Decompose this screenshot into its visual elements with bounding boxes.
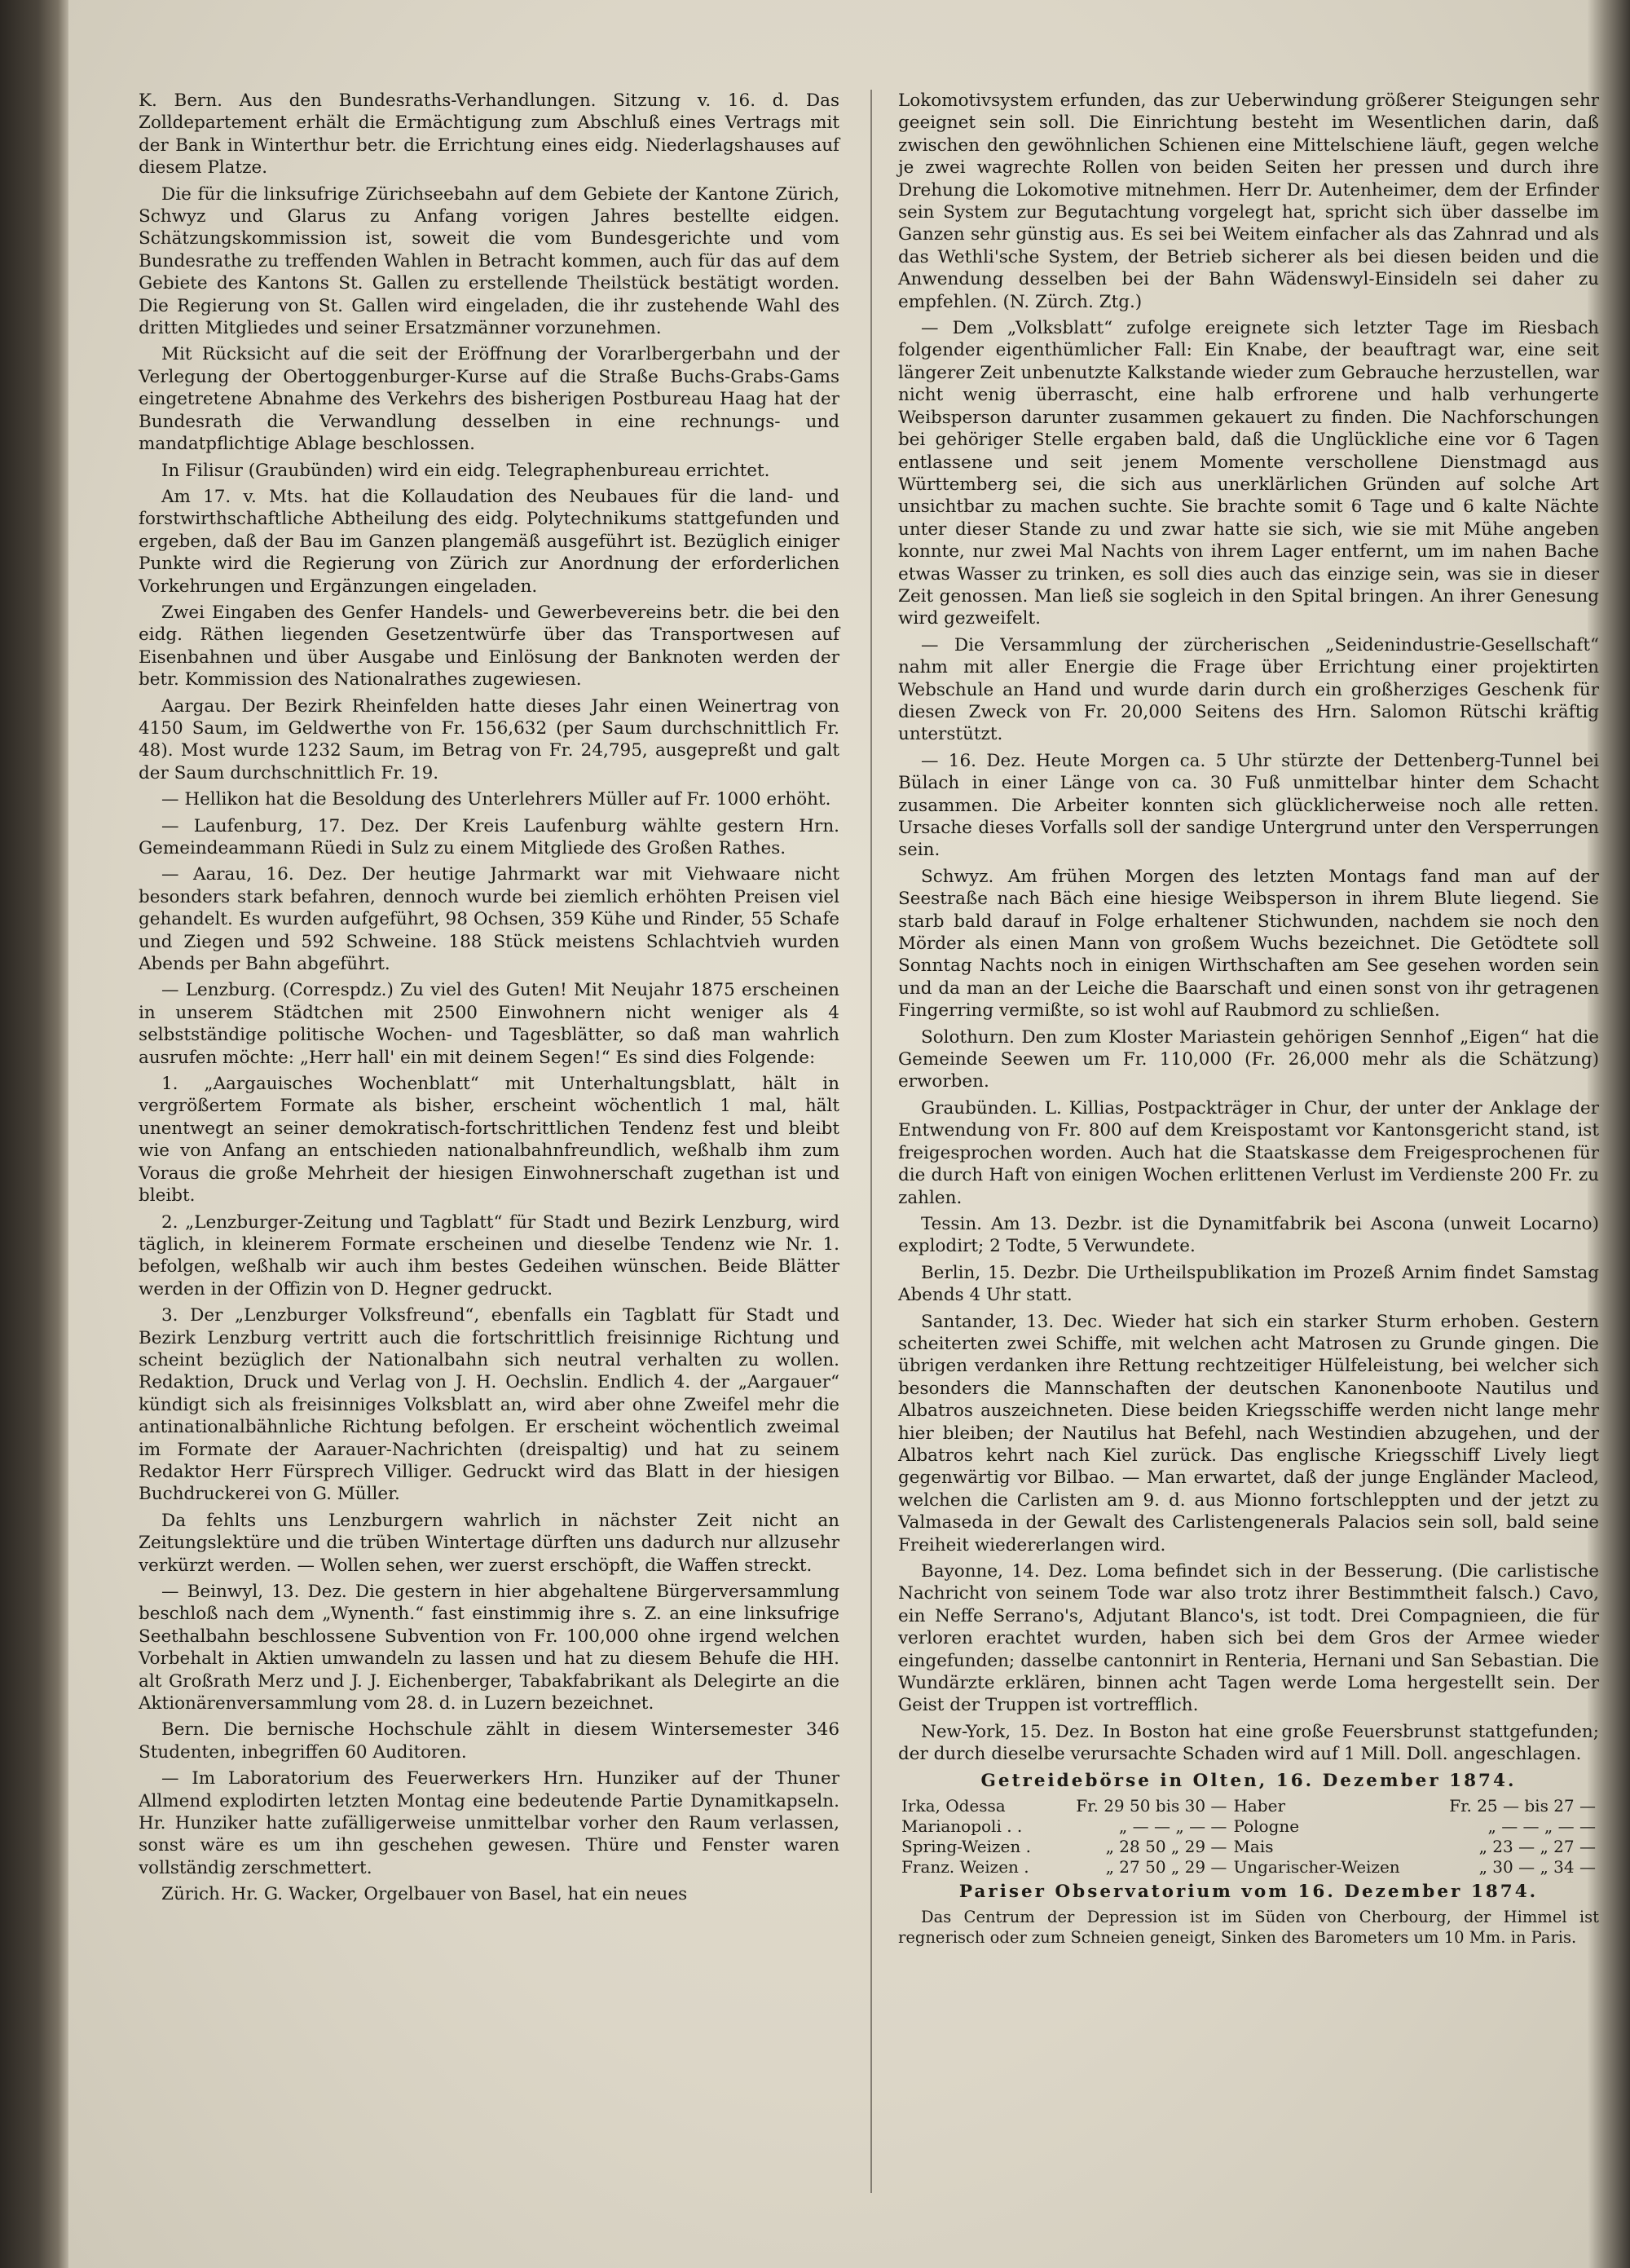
article-solothurn: Solothurn. Den zum Kloster Mariastein gehörigen Sennhof „Eigen“ hat die Gemeinde Seewen um Fr. 110,000 (Fr. 26,000 mehr als die Schätzung) erworben. [898, 1026, 1599, 1092]
article-paragraph: 1. „Aargauisches Wochenblatt“ mit Unterhaltungsblatt, hält in vergrößertem Formate als bisher, erscheint wöchentlich 1 mal, hält unentwegt an seiner demokratisch-fortschrittlichen Tendenz fest und bleibt wie von Anfang an entschieden nationalbahnfreundlich, weßhalb ihm zum Voraus die große Mehrheit der hiesigen Einwohnerschaft zugethan ist und bleibt. [139, 1074, 839, 1207]
article-laufenburg: — Laufenburg, 17. Dez. Der Kreis Laufenburg wählte gestern Hrn. Gemeindeammann Rüedi in Sulz zu einem Mitgliede des Großen Rathes. [139, 815, 839, 858]
article-paragraph: 3. Der „Lenzburger Volksfreund“, ebenfalls ein Tagblatt für Stadt und Bezirk Lenzburg vertritt auch die fortschrittlich freisinnige Richtung und scheint bezüglich der Nationalbahn sich neutral verhalten zu wollen. Redaktion, Druck und Verlag von J. H. Oechslin. Endlich 4. der „Aargauer“ kündigt sich als freisinniges Volksblatt an, wird aber ohne Zweifel mehr die antinationalbähnliche Richtung befolgen. Er erscheint wöchentlich zweimal im Formate der Aarauer-Nachrichten (dreispaltig) und hat zu seinem Redaktor Herr Fürsprech Villiger. Gedruckt wird das Blatt in der hiesigen Buchdruckerei von G. Müller. [139, 1305, 839, 1505]
observatory-report: Das Centrum der Depression ist im Süden von Cherbourg, der Himmel ist regnerisch oder zum Schneien geneigt, Sinken des Barometers um 10 Mm. in Paris. [898, 1908, 1599, 1948]
market-cell: „ 28 50 „ 29 — [1105, 1837, 1227, 1857]
article-berlin: Berlin, 15. Dezbr. Die Urtheilspublikation im Prozeß Arnim findet Samstag Abends 4 Uhr statt. [898, 1262, 1599, 1306]
grain-market-table [898, 1796, 1599, 1877]
article-paragraph: Zwei Eingaben des Genfer Handels- und Gewerbevereins betr. die bei den eidg. Räthen liegenden Gesetzentwürfe über das Transportwesen auf Eisenbahnen und über Ausgabe und Einlösung der Banknoten werden der betr. Kommission des Nationalrathes zugewiesen. [139, 602, 839, 691]
market-cell: Fr. 29 50 bis 30 — [1076, 1796, 1227, 1816]
column-divider [870, 90, 872, 2193]
market-row [898, 1857, 1599, 1877]
article-bern-hochschule: Bern. Die bernische Hochschule zählt in diesem Wintersemester 346 Studenten, inbegriffen 60 Auditoren. [139, 1719, 839, 1763]
article-aargau: Aargau. Der Bezirk Rheinfelden hatte dieses Jahr einen Weinertrag von 4150 Saum, im Geldwerthe von Fr. 156,632 (per Saum durchschnittlich Fr. 48). Most wurde 1232 Saum, im Betrag von Fr. 24,795, ausgepreßt und galt der Saum durchschnittlich Fr. 19. [139, 695, 839, 783]
market-cell: „ 23 — „ 27 — [1478, 1837, 1596, 1857]
article-paragraph: 2. „Lenzburger-Zeitung und Tagblatt“ für Stadt und Bezirk Lenzburg, wird täglich, in kleinerem Formate erscheinen und dieselbe Tendenz wie Nr. 1. befolgen, weßhalb wir auch ihm bestes Gedeihen wünschen. Beide Blätter werden in der Offizin von D. Hegner gedruckt. [139, 1211, 839, 1299]
article-santander: Santander, 13. Dec. Wieder hat sich ein starker Sturm erhoben. Gestern scheiterten zwei Schiffe, mit welchen acht Matrosen zu Grunde gingen. Die übrigen verdanken ihre Rettung rechtzeitiger Hülfeleistung, bei welcher sich besonders die Mannschaften der deutschen Kanonenboote Nautilus und Albatros auszeichneten. Diese beiden Kriegsschiffe werden nicht lange mehr hier bleiben; der Nautilus hat Befehl, nach Westindien abzugehen, und der Albatros kehrt nach Kiel zurück. Das englische Kriegsschiff Lively liegt gegenwärtig vor Bilbao. — Man erwartet, daß der junge Engländer Macleod, welchen die Carlisten am 9. d. aus Mionno fortschleppten und der jetzt zu Valmaseda in der Gewalt des Carlistengenerals Palacios sein soll, bald seine Freiheit wiedererlangen wird. [898, 1311, 1599, 1555]
article-thun-explosion: — Im Laboratorium des Feuerwerkers Hrn. Hunziker auf der Thuner Allmend explodirten letzten Montag eine bedeutende Partie Dynamitkapseln. Hr. Hunziker hatte zufälligerweise unmittelbar vorher den Raum verlassen, sonst wäre es um ihn geschehen gewesen. Thüre und Fenster waren vollständig zerschmettert. [139, 1768, 839, 1878]
market-cell: Mais [1233, 1837, 1274, 1857]
market-cell: Ungarischer-Weizen [1233, 1857, 1400, 1877]
article-aarau: — Aarau, 16. Dez. Der heutige Jahrmarkt war mit Viehwaare nicht besonders stark befahren, dennoch wurde bei ziemlich erhöhten Preisen viel gehandelt. Es wurden aufgeführt, 98 Ochsen, 359 Kühe und Rinder, 55 Schafe und Ziegen und 592 Schweine. 188 Stück meistens Schlachtvieh wurden Abends per Bahn abgeführt. [139, 864, 839, 975]
market-row [898, 1816, 1599, 1837]
market-cell: „ — — „ — — [1118, 1816, 1227, 1837]
article-new-york: New-York, 15. Dez. In Boston hat eine große Feuersbrunst stattgefunden; der durch dieselbe verursachte Schaden wird auf 1 Mill. Doll. angeschlagen. [898, 1721, 1599, 1765]
market-cell: Pologne [1233, 1816, 1300, 1837]
article-continuation: Lokomotivsystem erfunden, das zur Ueberwindung größerer Steigungen sehr geeignet sein soll. Die Einrichtung besteht im Wesentlichen darin, daß zwischen den gewöhnlichen Schienen eine Mittelschiene läuft, gegen welche je zwei wagrechte Rollen von beiden Seiten her pressen und durch ihre Drehung die Lokomotive mitnehmen. Herr Dr. Autenheimer, dem der Erfinder sein System zur Begutachtung vorgelegt hat, spricht sich über dasselbe im Ganzen sehr günstig aus. Es sei bei Weitem einfacher als das Zahnrad und als das Wethli'sche System, der Betrieb sicherer als bei diesen beiden und die Anwendung desselben bei der Bahn Wädenswyl-Einsideln sei daher zu empfehlen. (N. Zürch. Ztg.) [898, 90, 1599, 312]
article-paragraph: In Filisur (Graubünden) wird ein eidg. Telegraphenbureau errichtet. [161, 460, 770, 481]
article-paragraph: Da fehlts uns Lenzburgern wahrlich in nächster Zeit nicht an Zeitungslektüre und die trüben Wintertage dürften uns dadurch nur allzusehr verkürzt werden. — Wollen sehen, wer zuerst erschöpft, die Waffen streckt. [139, 1510, 839, 1576]
market-cell: Spring-Weizen . [901, 1837, 1031, 1857]
article-paragraph: Am 17. v. Mts. hat die Kollaudation des Neubaues für die land- und forstwirthschaftliche Abtheilung des eidg. Polytechnikums stattgefunden und ergeben, daß der Bau im Ganzen plangemäß ausgeführt ist. Bezüglich einiger Punkte wird die Regierung von Zürich zur Anordnung der erforderlichen Vorkehrungen und Ergänzungen eingeladen. [139, 486, 839, 597]
article-paragraph: Mit Rücksicht auf die seit der Eröffnung der Vorarlbergerbahn und der Verlegung der Obertoggenburger-Kurse auf die Straße Buchs-Grabs-Gams eingetretene Abnahme des Verkehrs des bisherigen Postbureau Haag hat der Bundesrath die Verwandlung desselben in eine rechnungs- und mandatpflichtige Ablage beschlossen. [139, 344, 839, 455]
market-cell: Irka, Odessa [901, 1796, 1006, 1816]
market-cell: Marianopoli . . [901, 1816, 1023, 1837]
article-bayonne: Bayonne, 14. Dez. Loma befindet sich in der Besserung. (Die carlistische Nachricht von seinem Tode war also trotz ihrer Bestimmtheit falsch.) Cavo, ein Neffe Serrano's, Adjutant Blanco's, ist todt. Drei Compagnieen, die für verloren erachtet wurden, haben sich bei dem Gros der Armee wieder eingefunden; dasselbe cantonnirt in Renteria, Hernani und San Sebastian. Die Wundärzte erklären, binnen acht Tagen werde Loma hergestellt sein. Der Geist der Truppen ist vortrefflich. [898, 1561, 1599, 1716]
book-binding [0, 0, 68, 2268]
article-schwyz: Schwyz. Am frühen Morgen des letzten Montags fand man auf der Seestraße nach Bäch eine hiesige Weibsperson in ihrem Blute liegend. Sie starb bald darauf in Folge erhaltener Stichwunden, nachdem sie noch den Mörder als einen Mann von großem Wuchs bezeichnet. Die Getödtete soll Sonntag Nachts noch in einigen Wirthschaften am See gesehen worden sein und da man an der Leiche die Baarschaft und einen sonst von ihr getragenen Fingerring vermißte, so ist wohl auf Raubmord zu schließen. [898, 866, 1599, 1021]
market-row [898, 1796, 1599, 1816]
market-cell: „ — — „ — — [1487, 1816, 1596, 1837]
market-title: Getreidebörse in Olten, 16. Dezember 1874. [980, 1770, 1517, 1791]
article-bern-bundesrath: K. Bern. Aus den Bundesraths-Verhandlungen. Sitzung v. 16. d. Das Zolldepartement erhält die Ermächtigung zum Abschluß eines Vertrags mit der Bank in Winterthur betr. die Errichtung eines eidg. Niederlagshauses auf diesem Platze. [139, 90, 839, 179]
article-zuerich: Zürich. Hr. G. Wacker, Orgelbauer von Basel, hat ein neues [161, 1884, 688, 1905]
market-row [898, 1837, 1599, 1857]
page-content [139, 90, 1599, 2258]
right-column [898, 90, 1599, 1952]
market-cell: Haber [1233, 1796, 1286, 1816]
market-cell: Fr. 25 — bis 27 — [1449, 1796, 1596, 1816]
observatory-title: Pariser Observatorium vom 16. Dezember 1874. [958, 1882, 1539, 1903]
article-beinwyl: — Beinwyl, 13. Dez. Die gestern in hier abgehaltene Bürgerversammlung beschloß nach dem „Wynenth.“ fast einstimmig ihre s. Z. an eine linksufrige Seethalbahn beschlossene Subvention von Fr. 100,000 ohne irgend welchen Vorbehalt in Aktien umwandeln zu lassen und hat zu diesem Behufe die HH. alt Großrath Merz und J. J. Eichenberger, Tabakfabrikant als Delegirte an die Aktionärenversammlung vom 28. d. in Luzern bezeichnet. [139, 1582, 839, 1714]
article-graubuenden: Graubünden. L. Killias, Postpackträger in Chur, der unter der Anklage der Entwendung von Fr. 800 auf dem Kreispostamt vor Kantonsgericht stand, ist freigesprochen worden. Auch hat die Staatskasse dem Freigesprochenen für die durch Haft von einigen Wochen erlittenen Verlust im Verdienste 200 Fr. zu zahlen. [898, 1097, 1599, 1208]
market-cell: „ 30 — „ 34 — [1478, 1857, 1596, 1877]
article-lenzburg: — Lenzburg. (Correspdz.) Zu viel des Guten! Mit Neujahr 1875 erscheinen in unserem Städtchen mit 2500 Einwohnern nicht weniger als 4 selbstständige politische Wochen- und Tagesblätter, so daß man wahrlich ausrufen möchte: „Herr hall' ein mit deinem Segen!“ Es sind dies Folgende: [139, 980, 839, 1068]
article-dettenberg-tunnel: — 16. Dez. Heute Morgen ca. 5 Uhr stürzte der Dettenberg-Tunnel bei Bülach in einer Länge von ca. 30 Fuß unmittelbar hinter dem Schacht zusammen. Die Arbeiter konnten sich glücklicherweise noch alle retten. Ursache dieses Vorfalls soll der sandige Untergrund unter den Versperrungen sein. [898, 750, 1599, 861]
article-riesbach: — Dem „Volksblatt“ zufolge ereignete sich letzter Tage im Riesbach folgender eigenthümlicher Fall: Ein Knabe, der beauftragt war, eine seit längerer Zeit unbenutzte Kalkstande wieder zum Gebrauche herzustellen, war nicht wenig überrascht, eine halb erfrorene und halb verhungerte Weibsperson darunter zusammen gekauert zu finden. Die Nachforschungen bei gehöriger Stelle ergaben bald, daß die Unglückliche eine vor 6 Tagen entlassene und seit jenem Momente verschollene Dienstmagd aus Württemberg sei, die sich aus unerklärlichen Gründen auf solche Art unsichtbar zu machen suchte. Sie brachte somit 6 Tage und 6 kalte Nächte unter dieser Stande zu und zwar hatte sie sich, wie sie mit Mühe angeben konnte, nur zwei Mal Nachts von ihrem Lager entfernt, um im nahen Bache etwas Wasser zu trinken, es soll dies auch das einzige sein, was sie in dieser Zeit genossen. Man ließ sie sogleich in den Spital bringen. An ihrer Genesung wird gezweifelt. [898, 318, 1599, 629]
market-cell: Franz. Weizen . [901, 1857, 1029, 1877]
market-cell: „ 27 50 „ 29 — [1105, 1857, 1227, 1877]
article-hellikon: — Hellikon hat die Besoldung des Unterlehrers Müller auf Fr. 1000 erhöht. [161, 789, 831, 810]
left-column [139, 90, 839, 1910]
article-tessin: Tessin. Am 13. Dezbr. ist die Dynamitfabrik bei Ascona (unweit Locarno) explodirt; 2 Todte, 5 Verwundete. [898, 1213, 1599, 1257]
article-seidenindustrie: — Die Versammlung der zürcherischen „Seidenindustrie-Gesellschaft“ nahm mit aller Energie die Frage über Errichtung einer projektirten Webschule an Hand und wurde darin durch ein großherziges Geschenk für diesen Zweck von Fr. 20,000 Seitens des Hrn. Salomon Rütschi kräftig unterstützt. [898, 634, 1599, 745]
article-paragraph: Die für die linksufrige Zürichseebahn auf dem Gebiete der Kantone Zürich, Schwyz und Glarus zu Anfang vorigen Jahres bestellte eidgen. Schätzungskommission ist, soweit die vom Bundesgerichte und vom Bundesrathe zu treffenden Wahlen in Betracht kommen, auch für das auf dem Gebiete des Kantons St. Gallen zu erstellende Theilstück bestätigt worden. Die Regierung von St. Gallen wird eingeladen, die ihr zustehende Wahl des dritten Mitgliedes und seiner Ersatzmänner vorzunehmen. [139, 183, 839, 339]
